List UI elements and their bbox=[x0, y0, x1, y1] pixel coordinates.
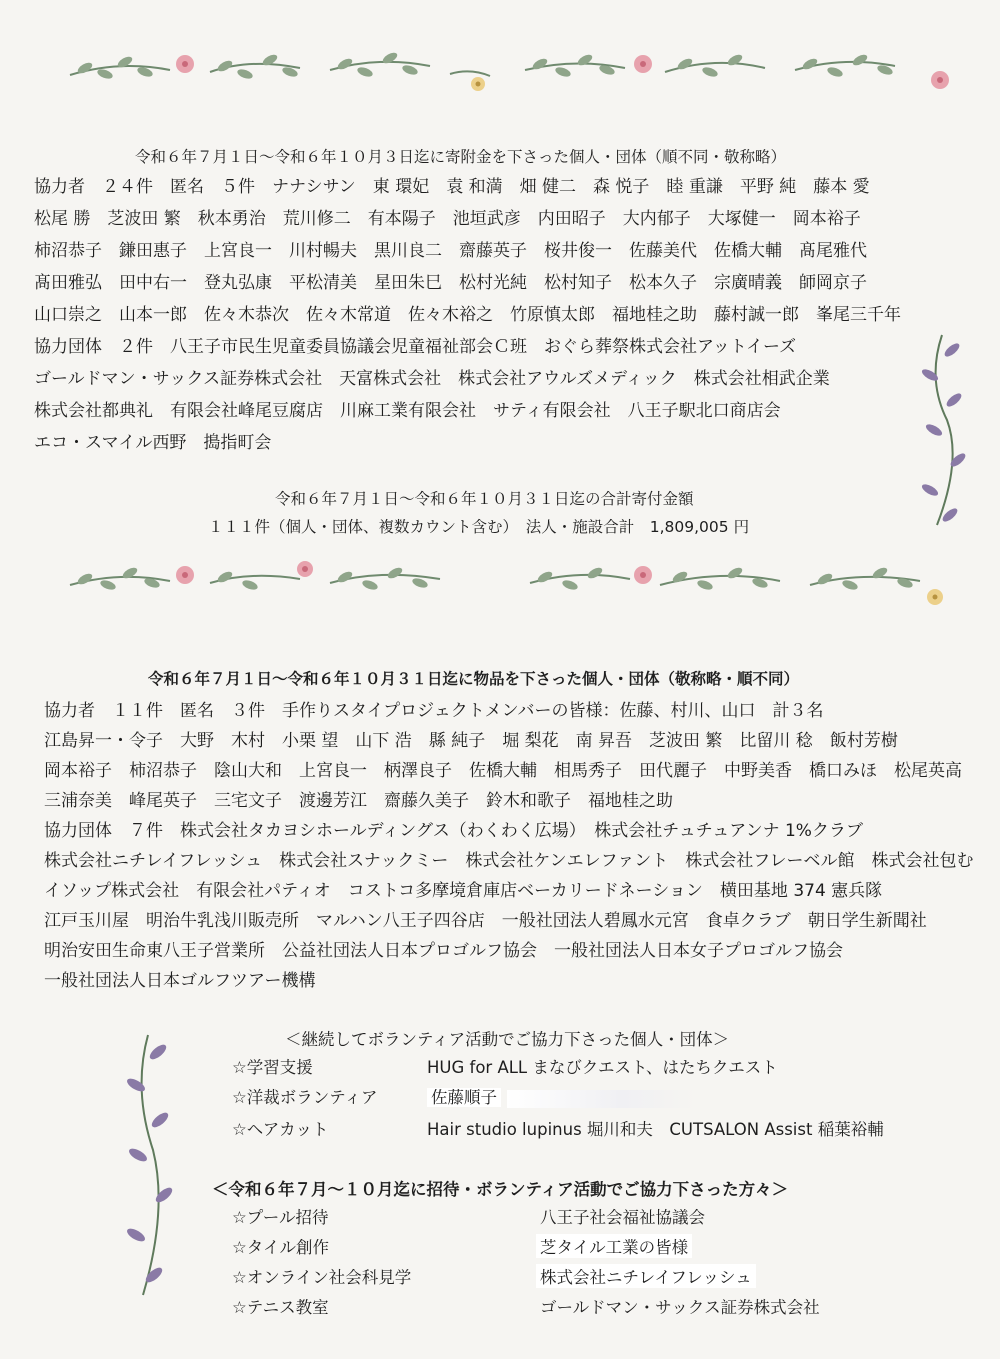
section1-line: エコ・スマイル西野 搗指町会 bbox=[34, 433, 272, 453]
section3-row bbox=[232, 1116, 884, 1140]
section1-heading: 令和６年７月１日～令和６年１０月３日迄に寄附金を下さった個人・団体（順不同・敬称略） bbox=[135, 148, 787, 166]
section2-line: 江島昇一・令子 大野 木村 小栗 望 山下 浩 縣 純子 堀 梨花 南 昇吾 芝波田 繁 比留川 稔 飯村芳樹 bbox=[44, 731, 898, 751]
section2-line: 協力者 １１件 匿名 ３件 手作りスタイプロジェクトメンバーの皆様：佐藤、村川、山口 計３名 bbox=[44, 701, 824, 721]
section4-row bbox=[232, 1264, 752, 1288]
row-value: 八王子社会福祉協議会 bbox=[540, 1208, 705, 1227]
section3-heading: ＜継続してボランティア活動でご協力下さった個人・団体＞ bbox=[285, 1030, 730, 1049]
section3-row bbox=[232, 1084, 497, 1108]
row-label: ☆テニス教室 bbox=[232, 1298, 329, 1317]
total-amount: １１１件（個人・団体、複数カウント含む） 法人・施設合計 1,809,005 円 bbox=[208, 518, 750, 536]
section1-line: 山口崇之 山本一郎 佐々木恭次 佐々木常道 佐々木裕之 竹原慎太郎 福地桂之助 藤村誠一郎 峯尾三千年 bbox=[34, 305, 901, 325]
middle-left-garland-decoration bbox=[60, 555, 500, 615]
section1-line: 松尾 勝 芝波田 繁 秋本勇治 荒川修二 有本陽子 池垣武彦 内田昭子 大内郁子 大塚健一 岡本裕子 bbox=[34, 209, 861, 229]
right-vine-decoration bbox=[912, 330, 972, 530]
section4-heading: ＜令和６年７月～１０月迄に招待・ボランティア活動でご協力下さった方々＞ bbox=[212, 1180, 789, 1199]
section4-row bbox=[232, 1234, 689, 1258]
section1-line: 株式会社都典礼 有限会社峰尾豆腐店 川麻工業有限会社 サティ有限会社 八王子駅北口商店会 bbox=[34, 401, 781, 421]
section1-line: 協力団体 ２件 八王子市民生児童委員協議会児童福祉部会Ｃ班 おぐら葬祭株式会社アットイーズ bbox=[34, 337, 797, 357]
section2-line: 協力団体 ７件 株式会社タカヨシホールディングス（わくわく広場） 株式会社チュチュアンナ 1%クラブ bbox=[44, 821, 863, 841]
row-value: 佐藤順子 bbox=[427, 1088, 501, 1107]
row-value: HUG for ALL まなびクエスト、はたちクエスト bbox=[427, 1058, 778, 1077]
row-label: ☆洋裁ボランティア bbox=[232, 1088, 378, 1107]
row-label: ☆タイル創作 bbox=[232, 1238, 329, 1257]
section2-line: 明治安田生命東八王子営業所 公益社団法人日本プロゴルフ協会 一般社団法人日本女子プロゴルフ協会 bbox=[44, 941, 843, 961]
section2-line: 三浦奈美 峰尾英子 三宅文子 渡邊芳江 齋藤久美子 鈴木和歌子 福地桂之助 bbox=[44, 791, 673, 811]
section1-line: 柿沼恭子 鎌田惠子 上宮良一 川村暢夫 黒川良二 齋藤英子 桜井俊一 佐藤美代 佐橋大輔 髙尾雅代 bbox=[34, 241, 867, 261]
section2-line: イソップ株式会社 有限会社パティオ コストコ多摩境倉庫店ベーカリードネーション 横田基地 374 憲兵隊 bbox=[44, 881, 883, 901]
section1-line: ゴールドマン・サックス証券株式会社 天富株式会社 株式会社アウルズメディック 株式会社相武企業 bbox=[34, 369, 830, 389]
section2-heading: 令和６年７月１日～令和６年１０月３１日迄に物品を下さった個人・団体（敬称略・順不同） bbox=[148, 670, 800, 688]
row-value: ゴールドマン・サックス証券株式会社 bbox=[540, 1298, 820, 1317]
section2-line: 一般社団法人日本ゴルフツアー機構 bbox=[44, 971, 316, 991]
section4-row bbox=[232, 1204, 705, 1228]
total-period: 令和６年７月１日～令和６年１０月３１日迄の合計寄付金額 bbox=[275, 490, 694, 508]
middle-right-garland-decoration bbox=[520, 555, 960, 615]
row-label: ☆オンライン社会科見学 bbox=[232, 1268, 412, 1287]
row-value-group bbox=[427, 1084, 697, 1108]
row-value: 株式会社ニチレイフレッシュ bbox=[536, 1264, 756, 1288]
section1-line: 協力者 ２４件 匿名 ５件 ナナシサン 東 環妃 袁 和満 畑 健二 森 悦子 睦 重謙 平野 純 藤本 愛 bbox=[34, 177, 870, 197]
row-label: ☆プール招待 bbox=[232, 1208, 329, 1227]
section4-row bbox=[232, 1294, 820, 1318]
section2-line: 江戸玉川屋 明治牛乳浅川販売所 マルハン八王子四谷店 一般社団法人碧鳳水元宮 食卓クラブ 朝日学生新聞社 bbox=[44, 911, 927, 931]
redacted-area bbox=[507, 1090, 697, 1108]
section2-line: 岡本裕子 柿沼恭子 陰山大和 上宮良一 柄澤良子 佐橋大輔 相馬秀子 田代麗子 中野美香 橋口みほ 松尾英高 bbox=[44, 761, 962, 781]
section1-line: 髙田雅弘 田中右一 登丸弘康 平松清美 星田朱巳 松村光純 松村知子 松本久子 宗廣晴義 師岡京子 bbox=[34, 273, 867, 293]
row-value: 芝タイル工業の皆様 bbox=[536, 1234, 692, 1258]
row-label: ☆学習支援 bbox=[232, 1058, 313, 1077]
row-value: Hair studio lupinus 堀川和夫 CUTSALON Assist 稲葉裕輔 bbox=[427, 1120, 884, 1139]
row-label: ☆ヘアカット bbox=[232, 1120, 329, 1139]
top-left-garland-decoration bbox=[60, 40, 500, 100]
top-right-garland-decoration bbox=[515, 40, 965, 100]
section2-line: 株式会社ニチレイフレッシュ 株式会社スナックミー 株式会社ケンエレファント 株式会社フレーベル館 株式会社包む bbox=[44, 851, 974, 871]
section3-row bbox=[232, 1054, 778, 1078]
left-vine-decoration bbox=[118, 1030, 178, 1300]
